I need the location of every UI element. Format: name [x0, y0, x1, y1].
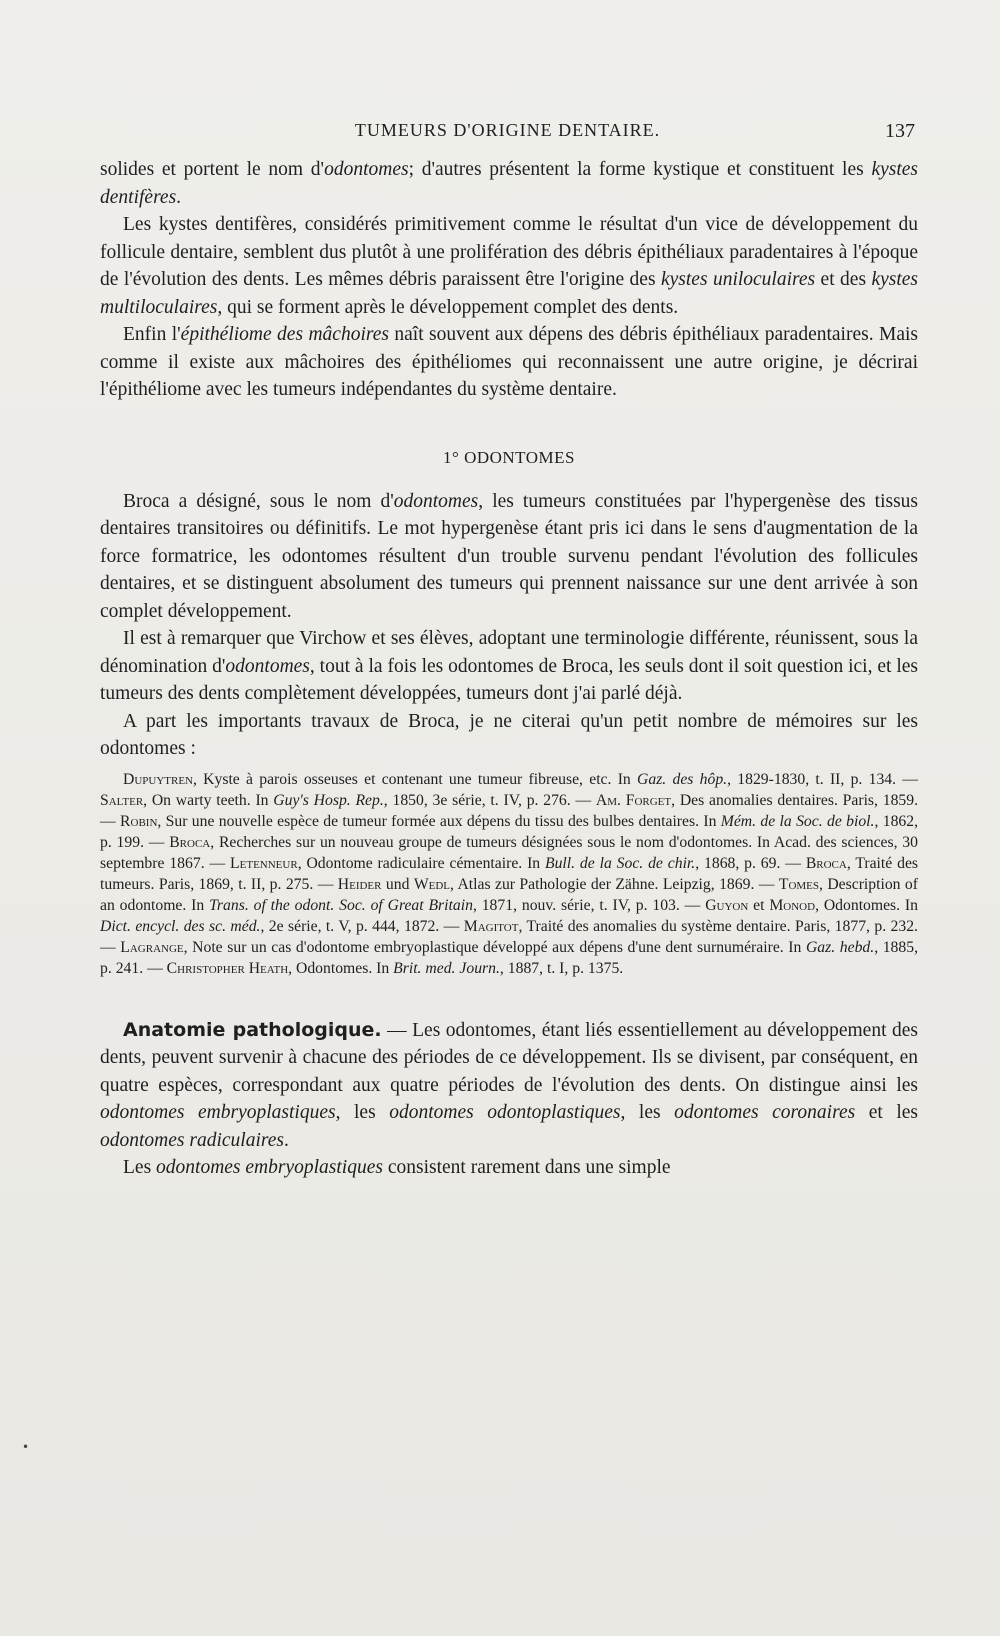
paragraph-anatomie-pathologique: Anatomie pathologique. — Les odontomes, étant liés essentiellement au développement des dents, peuvent survenir à chacune des périodes de ce développement. Ils se divisent, par conséquent, en quatre espèces, correspondant aux quatre périodes de l'évolution des dents. On distingue ainsi les odontomes embryoplastiques, les odontomes odontoplastiques, les odontomes coronaires et les odontomes radiculaires. [100, 1018, 919, 1151]
section-heading-inline: Anatomie pathologique. [123, 1018, 382, 1041]
page-body [100, 156, 918, 1182]
margin-mark: • [22, 1440, 30, 1454]
paragraph-3: Enfin l'épithéliome des mâchoires naît souvent aux dépens des débris épithéliaux paradentaires. Mais comme il existe aux mâchoires des épithéliomes qui reconnaissent une autre origine, je décrirai l'épithéliome avec les tumeurs indépendantes du système dentaire. [100, 324, 918, 400]
page-header [100, 120, 915, 148]
paragraph-8: Les odontomes embryoplastiques consistent rarement dans une simple [123, 1157, 671, 1178]
paragraph-4: Broca a désigné, sous le nom d'odontomes, les tumeurs constituées par l'hypergenèse des tissus dentaires transitoires ou définitifs. Le mot hypergenèse étant pris ici dans le sens d'augmentation de la force formatrice, les odontomes résultent d'un trouble survenu pendant l'évolution des follicules dentaires, et se distinguent absolument des tumeurs qui prennent naissance sur une dent arrivée à son complet développement. [100, 490, 919, 622]
paragraph-1: solides et portent le nom d'odontomes; d'autres présentent la forme kystique et constituent les kystes dentifères. [100, 159, 918, 208]
page-number: 137 [885, 120, 915, 142]
section-title: 1° ODONTOMES [443, 447, 575, 467]
bibliography-paragraph: Dupuytren, Kyste à parois osseuses et contenant une tumeur fibreuse, etc. In Gaz. des hôp., 1829-1830, t. II, p. 134. — Salter, On warty teeth. In Guy's Hosp. Rep., 1850, 3e série, t. IV, p. 276. — Am. Forget, Des anomalies dentaires. Paris, 1859. — Robin, Sur une nouvelle espèce de tumeur formée aux dépens du tissu des bulbes dentaires. In Mém. de la Soc. de biol., 1862, p. 199. — Broca, Recherches sur un nouveau groupe de tumeurs désignées sous le nom d'odontomes. In Acad. des sciences, 30 septembre 1867. — Letenneur, Odontome radiculaire cémentaire. In Bull. de la Soc. de chir., 1868, p. 69. — Broca, Traité des tumeurs. Paris, 1869, t. II, p. 275. — Heider und Wedl, Atlas zur Pathologie der Zähne. Leipzig, 1869. — Tomes, Description of an odontome. In Trans. of the odont. Soc. of Great Britain, 1871, nouv. série, t. IV, p. 103. — Guyon et Monod, Odontomes. In Dict. encycl. des sc. méd., 2e série, t. V, p. 444, 1872. — Magitot, Traité des anomalies du système dentaire. Paris, 1877, p. 232. — Lagrange, Note sur un cas d'odontome embryoplastique développé aux dépens d'une dent surnuméraire. In Gaz. hebd., 1885, p. 241. — Christopher Heath, Odontomes. In Brit. med. Journ., 1887, t. I, p. 1375. [100, 770, 919, 977]
paragraph-2: Les kystes dentifères, considérés primitivement comme le résultat d'un vice de développement du follicule dentaire, semblent dus plutôt à une prolifération des débris épithéliaux paradentaires à l'époque de l'évolution des dents. Les mêmes débris paraissent être l'origine des kystes uniloculaires et des kystes multiloculaires, qui se forment après le développement complet des dents. [100, 214, 919, 318]
paragraph-6: A part les importants travaux de Broca, je ne citerai qu'un petit nombre de mémoires sur les odontomes : [100, 710, 918, 759]
running-head: TUMEURS D'ORIGINE DENTAIRE. [354, 120, 661, 140]
bibliography [100, 769, 918, 979]
paragraph-5: Il est à remarquer que Virchow et ses élèves, adoptant une terminologie différente, réunissent, sous la dénomination d'odontomes, tout à la fois les odontomes de Broca, les seuls dont il soit question ici, et les tumeurs des dents complètement développées, tumeurs dont j'ai parlé déjà. [100, 628, 918, 704]
